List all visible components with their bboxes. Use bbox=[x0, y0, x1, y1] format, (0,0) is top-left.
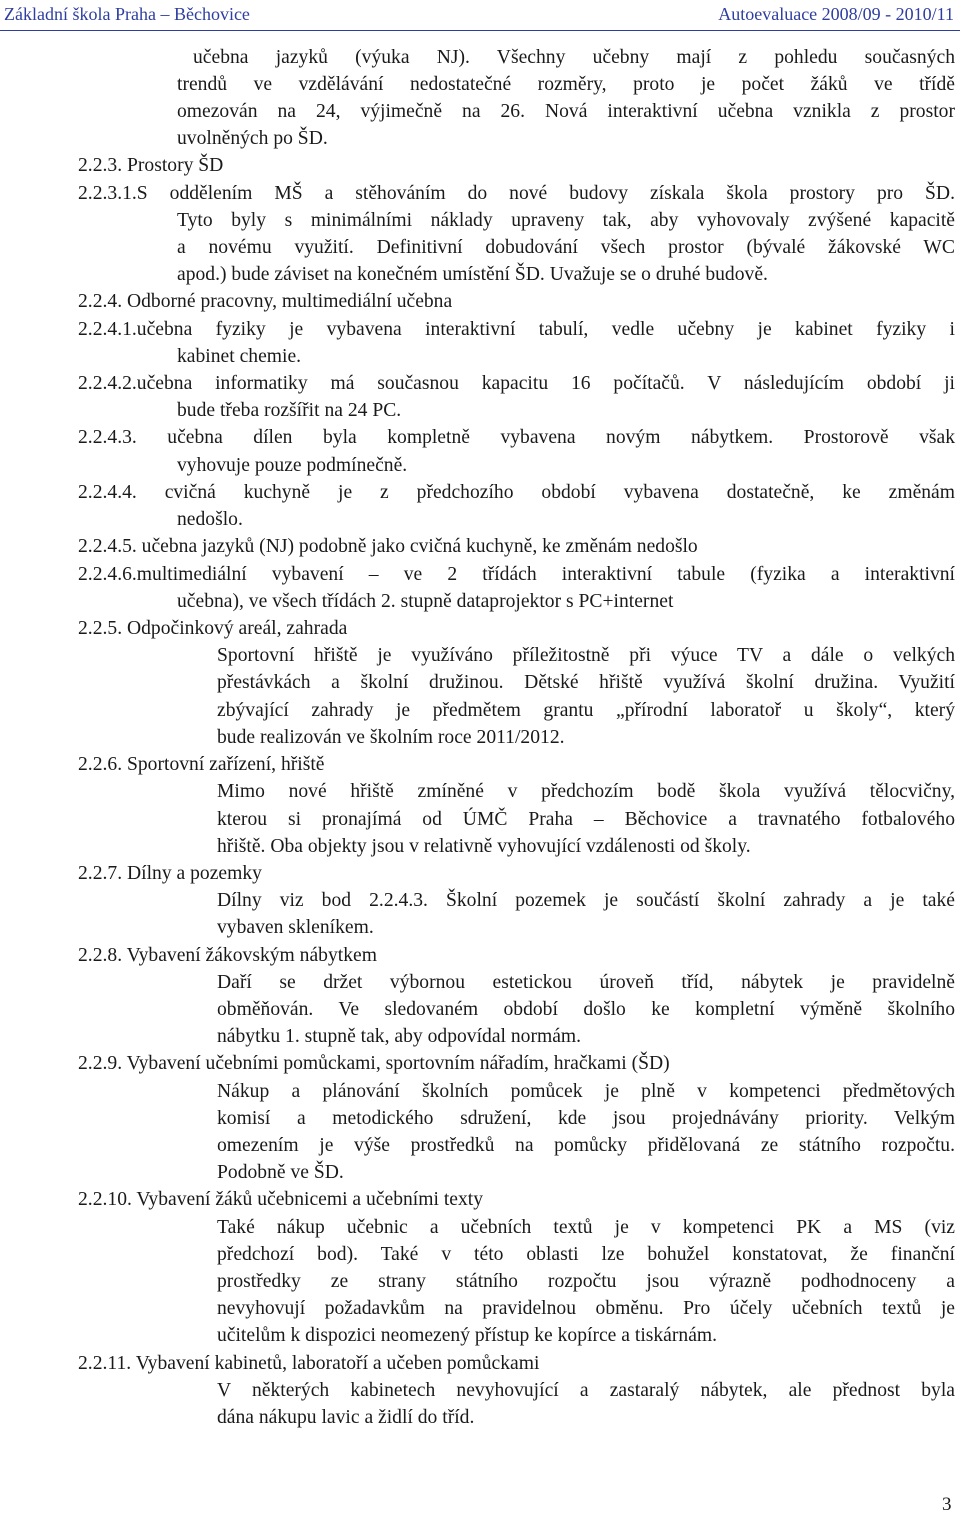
text-line: nedošlo. bbox=[177, 509, 243, 530]
text-line: Mimo nové hřiště zmíněné v předchozím bodě škola využívá tělocvičny, bbox=[217, 781, 955, 802]
text-line: 2.2.7. Dílny a pozemky bbox=[78, 863, 262, 884]
text-line: kterou si pronajímá od ÚMČ Praha – Běchovice a travnatého fotbalového bbox=[217, 809, 955, 830]
text-line: obměňován. Ve sledovaném období došlo ke kompletní výměně školního bbox=[217, 999, 955, 1020]
header-report-title: Autoevaluace 2008/09 - 2010/11 bbox=[718, 4, 954, 24]
text-line: bude třeba rozšířit na 24 PC. bbox=[177, 400, 402, 421]
text-line: 2.2.10. Vybavení žáků učebnicemi a učebními texty bbox=[78, 1189, 484, 1210]
text-line: dána nákupu lavic a židlí do tříd. bbox=[217, 1407, 475, 1428]
text-line: 2.2.5. Odpočinkový areál, zahrada bbox=[78, 618, 348, 639]
text-line: Daří se držet výbornou estetickou úroveň tříd, nábytek je pravidelně bbox=[217, 972, 955, 993]
text-line: 2.2.3. Prostory ŠD bbox=[78, 155, 224, 176]
text-line: 2.2.4.6.multimediální vybavení – ve 2 třídách interaktivní tabule (fyzika a interaktivní bbox=[78, 564, 955, 585]
text-line: Sportovní hřiště je využíváno příležitostně při výuce TV a dále o velkých bbox=[217, 645, 955, 666]
text-line: učitelům k dispozici neomezený přístup ke kopírce a tiskárnám. bbox=[217, 1325, 718, 1346]
text-line: komisí a metodického sdružení, kde jsou projednávány priority. Velkým bbox=[217, 1108, 955, 1129]
text-line: 2.2.4.4. cvičná kuchyně je z předchozího období vybavena dostatečně, ke změnám bbox=[78, 482, 955, 503]
text-line: vyhovuje pouze podmínečně. bbox=[177, 455, 408, 476]
text-line: omezován na 24, výjimečně na 26. Nová interaktivní učebna vznikla z prostor bbox=[177, 101, 955, 122]
text-line: 2.2.8. Vybavení žákovským nábytkem bbox=[78, 945, 377, 966]
text-line: Tyto byly s minimálními náklady upraveny tak, aby vyhovovaly zvýšené kapacitě bbox=[177, 210, 955, 231]
page-number: 3 bbox=[942, 1494, 952, 1515]
text-line: 2.2.4. Odborné pracovny, multimediální učebna bbox=[78, 291, 453, 312]
text-line: trendů ve vzdělávání nedostatečné rozměry, proto je počet žáků ve třídě bbox=[177, 74, 955, 95]
text-line: 2.2.4.1.učebna fyziky je vybavena interaktivní tabulí, vedle učebny je kabinet fyziky i bbox=[78, 319, 955, 340]
text-line: nevyhovují požadavkům na pravidelnou obměnu. Pro účely učebních textů je bbox=[217, 1298, 955, 1319]
text-line: vybaven skleníkem. bbox=[217, 917, 374, 938]
header-school-name: Základní škola Praha – Běchovice bbox=[4, 4, 250, 24]
text-line: Podobně ve ŠD. bbox=[217, 1162, 344, 1183]
text-line: apod.) bude záviset na konečném umístění ŠD. Uvažuje se o druhé budově. bbox=[177, 264, 768, 285]
text-line: bude realizován ve školním roce 2011/2012. bbox=[217, 727, 565, 748]
text-line: přestávkách a školní družinou. Dětské hřiště využívá školní družina. Využití bbox=[217, 672, 955, 693]
text-line: omezením je výše prostředků na pomůcky přidělovaná ze státního rozpočtu. bbox=[217, 1135, 955, 1156]
text-line: 2.2.6. Sportovní zařízení, hřiště bbox=[78, 754, 325, 775]
text-line: hřiště. Oba objekty jsou v relativně vyhovující vzdálenosti od školy. bbox=[217, 836, 751, 857]
text-line: prostředky ze strany státního rozpočtu jsou výrazně podhodnoceny a bbox=[217, 1271, 955, 1292]
page-header bbox=[0, 0, 960, 34]
text-line: učebna), ve všech třídách 2. stupně dataprojektor s PC+internet bbox=[177, 591, 674, 612]
text-line: 2.2.11. Vybavení kabinetů, laboratoří a učeben pomůckami bbox=[78, 1353, 540, 1374]
text-line: uvolněných po ŠD. bbox=[177, 128, 328, 149]
text-line: nábytku 1. stupně tak, aby odpovídal normám. bbox=[217, 1026, 582, 1047]
text-line: 2.2.9. Vybavení učebními pomůckami, sportovním nářadím, hračkami (ŠD) bbox=[78, 1053, 670, 1074]
header-rule bbox=[0, 30, 960, 31]
text-line: Nákup a plánování školních pomůcek je plně v kompetenci předmětových bbox=[217, 1081, 955, 1102]
text-line: 2.2.4.3. učebna dílen byla kompletně vybavena novým nábytkem. Prostorově však bbox=[78, 427, 955, 448]
text-line: Dílny viz bod 2.2.4.3. Školní pozemek je součástí školní zahrady a je také bbox=[217, 890, 955, 911]
text-line: V některých kabinetech nevyhovující a zastaralý nábytek, ale přednost byla bbox=[217, 1380, 955, 1401]
text-line: předchozí bod). Také v této oblasti lze bohužel konstatovat, že finanční bbox=[217, 1244, 955, 1265]
text-line: 2.2.4.5. učebna jazyků (NJ) podobně jako cvičná kuchyně, ke změnám nedošlo bbox=[78, 536, 698, 557]
text-line: 2.2.3.1.S oddělením MŠ a stěhováním do nové budovy získala škola prostory pro ŠD. bbox=[78, 183, 955, 204]
text-line: Také nákup učebnic a učebních textů je v kompetenci PK a MS (viz bbox=[217, 1217, 955, 1238]
text-line: zbývající zahrady je předmětem grantu „přírodní laboratoř u školy“, který bbox=[217, 700, 955, 721]
text-line: 2.2.4.2.učebna informatiky má současnou kapacitu 16 počítačů. V následujícím období ji bbox=[78, 373, 955, 394]
text-line: kabinet chemie. bbox=[177, 346, 302, 367]
text-line: učebna jazyků (výuka NJ). Všechny učebny mají z pohledu současných bbox=[193, 47, 955, 68]
text-line: a novému využití. Definitivní dobudování všech prostor (bývalé žákovské WC bbox=[177, 237, 955, 258]
